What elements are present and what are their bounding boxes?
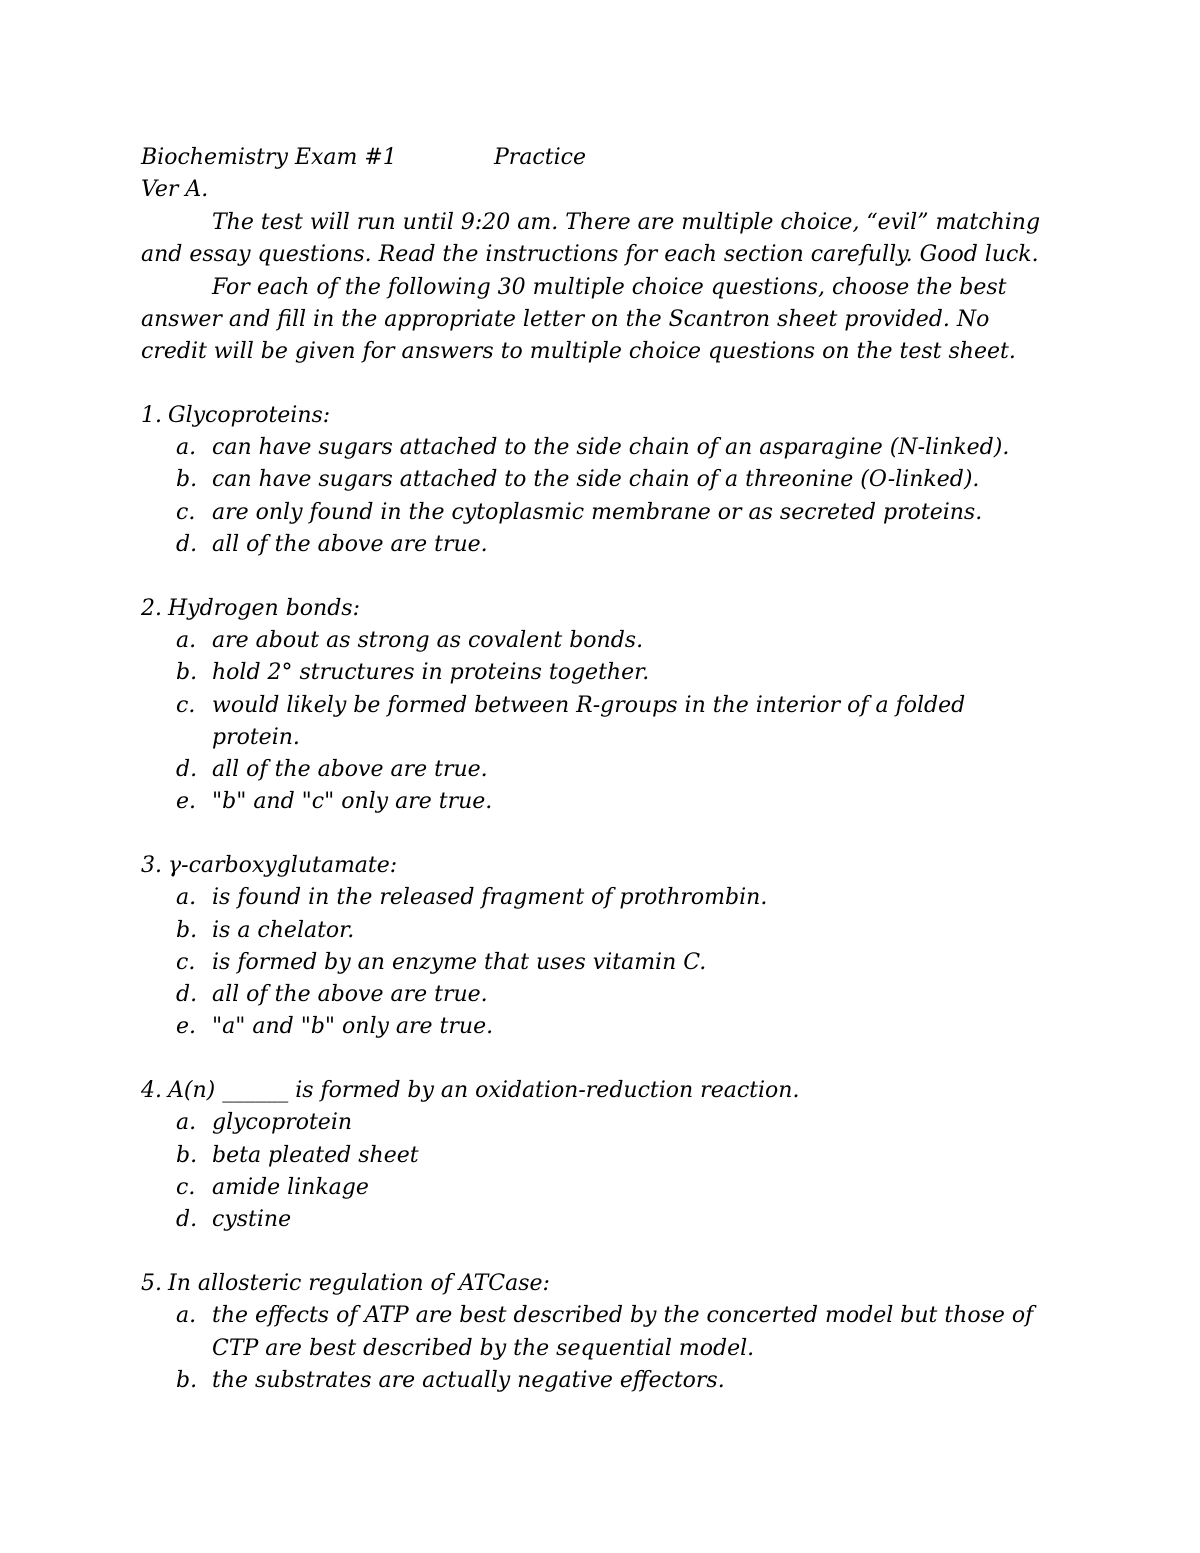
- question-text: Glycoproteins:: [168, 403, 331, 428]
- option-letter: c.: [176, 1175, 196, 1200]
- intro-p1-line2: and essay questions. Read the instructions for each section carefully. Good luck.: [141, 242, 1039, 267]
- exam-tag: Practice: [494, 145, 586, 170]
- option-letter: a.: [176, 885, 197, 910]
- question-2-option-d: [176, 754, 488, 786]
- intro-p2-line3: credit will be given for answers to multiple choice questions on the test sheet.: [141, 339, 1016, 364]
- option-text: is formed by an enzyme that uses vitamin C.: [212, 950, 707, 975]
- question-5-option-a: [176, 1300, 1033, 1332]
- question-3-option-a: [176, 882, 767, 914]
- question-1-option-d: [176, 529, 488, 561]
- option-letter: c.: [176, 500, 196, 525]
- option-letter: b.: [176, 467, 198, 492]
- option-letter: d.: [176, 532, 198, 557]
- question-1-option-c: [176, 497, 982, 529]
- intro-p1-line1: The test will run until 9:20 am. There are multiple choice, “evil” matching: [212, 210, 1041, 235]
- option-text: the effects of ATP are best described by the concerted model but those of: [212, 1303, 1034, 1328]
- question-2-option-b: [176, 657, 649, 689]
- question-2-option-c-continued: protein.: [212, 725, 300, 750]
- option-text: is a chelator.: [212, 918, 355, 943]
- option-letter: e.: [176, 1014, 197, 1039]
- question-3-stem: [141, 850, 397, 882]
- question-5-option-a-continued: CTP are best described by the sequential model.: [212, 1336, 755, 1361]
- option-text: can have sugars attached to the side chain of a threonine (O-linked).: [212, 467, 980, 492]
- option-text: beta pleated sheet: [212, 1143, 419, 1168]
- option-letter: d.: [176, 757, 198, 782]
- question-text: A(n) ______ is formed by an oxidation-reduction reaction.: [168, 1078, 800, 1103]
- question-3-option-d: [176, 979, 488, 1011]
- option-letter: a.: [176, 435, 197, 460]
- question-2-option-e: [176, 786, 492, 818]
- question-5-option-b: [176, 1365, 725, 1397]
- question-3-option-e: [176, 1011, 493, 1043]
- question-number: 4.: [141, 1078, 162, 1103]
- question-4-option-a: [176, 1107, 352, 1139]
- option-text: "b" and "c" only are true.: [212, 789, 493, 814]
- option-text: are about as strong as covalent bonds.: [212, 628, 644, 653]
- option-text: would likely be formed between R-groups in the interior of a folded: [212, 693, 966, 718]
- option-text: cystine: [212, 1207, 292, 1232]
- option-letter: e.: [176, 789, 197, 814]
- question-3-option-b: [176, 915, 354, 947]
- option-letter: b.: [176, 1143, 198, 1168]
- option-letter: b.: [176, 918, 198, 943]
- question-1-stem: [141, 400, 330, 432]
- question-5-stem: [141, 1268, 550, 1300]
- option-letter: b.: [176, 1368, 198, 1393]
- question-1-option-b: [176, 464, 979, 496]
- question-1-option-a: [176, 432, 1009, 464]
- option-letter: c.: [176, 950, 196, 975]
- option-text: is found in the released fragment of prothrombin.: [212, 885, 768, 910]
- option-text: hold 2° structures in proteins together.: [212, 660, 650, 685]
- option-text: are only found in the cytoplasmic membrane or as secreted proteins.: [212, 500, 983, 525]
- intro-p2-line1: For each of the following 30 multiple choice questions, choose the best: [212, 275, 1007, 300]
- option-letter: a.: [176, 1110, 197, 1135]
- question-4-option-d: [176, 1204, 291, 1236]
- question-4-option-c: [176, 1172, 369, 1204]
- option-text: amide linkage: [212, 1175, 369, 1200]
- question-2-option-a: [176, 625, 643, 657]
- question-number: 5.: [141, 1271, 162, 1296]
- question-4-stem: [141, 1075, 799, 1107]
- question-text: In allosteric regulation of ATCase:: [168, 1271, 550, 1296]
- option-letter: c.: [176, 693, 196, 718]
- exam-title: Biochemistry Exam #1: [141, 145, 397, 170]
- option-text: the substrates are actually negative effectors.: [212, 1368, 725, 1393]
- question-2-option-c: [176, 690, 965, 722]
- option-text: all of the above are true.: [212, 757, 488, 782]
- question-number: 3.: [141, 853, 162, 878]
- option-letter: a.: [176, 628, 197, 653]
- question-4-option-b: [176, 1140, 419, 1172]
- option-text: all of the above are true.: [212, 532, 488, 557]
- option-letter: d.: [176, 1207, 198, 1232]
- question-2-stem: [141, 593, 360, 625]
- question-text: γ-carboxyglutamate:: [168, 853, 398, 878]
- question-number: 2.: [141, 596, 162, 621]
- option-letter: d.: [176, 982, 198, 1007]
- exam-version: Ver A.: [141, 177, 209, 202]
- question-number: 1.: [141, 403, 162, 428]
- exam-title-line: [141, 142, 397, 174]
- question-text: Hydrogen bonds:: [168, 596, 361, 621]
- option-text: "a" and "b" only are true.: [212, 1014, 494, 1039]
- option-letter: b.: [176, 660, 198, 685]
- option-letter: a.: [176, 1303, 197, 1328]
- option-text: all of the above are true.: [212, 982, 488, 1007]
- question-3-option-c: [176, 947, 706, 979]
- option-text: can have sugars attached to the side chain of an asparagine (N-linked).: [212, 435, 1010, 460]
- intro-p2-line2: answer and fill in the appropriate letter on the Scantron sheet provided. No: [141, 307, 990, 332]
- option-text: glycoprotein: [212, 1110, 353, 1135]
